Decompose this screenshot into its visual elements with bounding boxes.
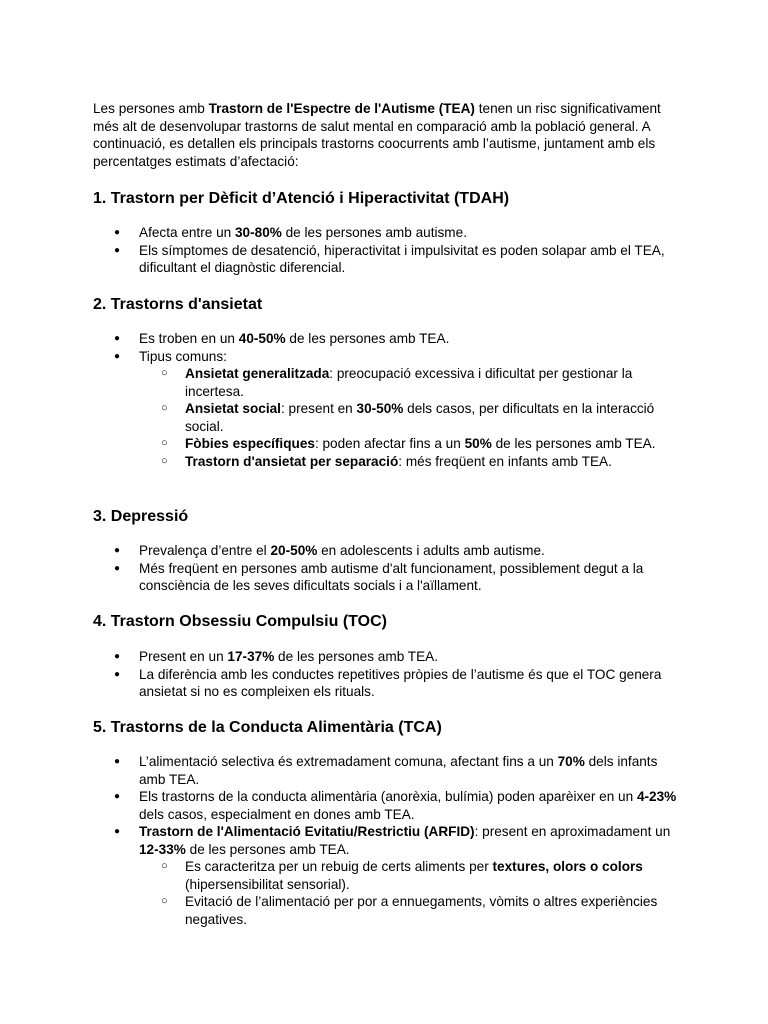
bold-text: 17-37% bbox=[227, 649, 275, 664]
text: Evitació de l’alimentació per por a ennuegaments, vòmits o altres experiències negatives. bbox=[185, 894, 658, 927]
list-item bbox=[93, 242, 683, 277]
text: dels casos, per dificultats en la interacció social. bbox=[185, 401, 655, 434]
bold-text: 20-50% bbox=[270, 543, 318, 558]
text: Els trastorns de la conducta alimentària (anorèxia, bulímia) poden aparèixer en un bbox=[139, 789, 637, 804]
sublist-item bbox=[139, 435, 683, 453]
text: : present en aproximadament un bbox=[474, 824, 671, 839]
text: L’alimentació selectiva és extremadament comuna, afectant fins a un bbox=[139, 754, 558, 769]
bold-text: textures, olors o colors bbox=[492, 859, 643, 874]
bold-text: 50% bbox=[464, 436, 492, 451]
section-5-heading: 5. Trastorns de la Conducta Alimentària (TCA) bbox=[93, 719, 442, 736]
text: Es troben en un bbox=[139, 331, 239, 346]
text: dels casos, especialment en dones amb TEA. bbox=[139, 806, 415, 822]
section-1-list bbox=[93, 224, 683, 277]
text: La diferència amb les conductes repetitives pròpies de l’autisme és que el TOC genera ansietat si no es compleixen els rituals. bbox=[139, 666, 662, 699]
bold-text: 40-50% bbox=[238, 331, 286, 346]
list-item bbox=[93, 542, 683, 560]
text: Tipus comuns: bbox=[139, 348, 227, 364]
section-5-list bbox=[93, 753, 683, 928]
bold-text: Trastorn d'ansietat per separació bbox=[185, 453, 399, 469]
list-item bbox=[93, 788, 683, 823]
list-item bbox=[93, 753, 683, 788]
intro-bold: Trastorn de l'Espectre de l'Autisme (TEA) bbox=[208, 101, 475, 116]
section-2-heading: 2. Trastorns d'ansietat bbox=[93, 296, 263, 313]
section-3-heading: 3. Depressió bbox=[93, 508, 189, 525]
text: : preocupació excessiva i dificultat per gestionar la incertesa. bbox=[185, 366, 633, 399]
text: : present en bbox=[280, 401, 357, 416]
text: Els símptomes de desatenció, hiperactivitat i impulsivitat es poden solapar amb el TEA, dificultant el diagnòstic diferencial. bbox=[139, 242, 665, 275]
section-2-list bbox=[93, 330, 683, 470]
list-item bbox=[93, 823, 683, 928]
intro-paragraph bbox=[93, 100, 683, 170]
bold-text: Ansietat generalitzada bbox=[185, 366, 330, 381]
bold-text: 12-33% bbox=[139, 841, 186, 857]
section-5-sublist bbox=[139, 858, 683, 928]
bold-text: 70% bbox=[557, 754, 585, 769]
text: Prevalença d’entre el bbox=[139, 543, 271, 558]
section-4-heading: 4. Trastorn Obsessiu Compulsiu (TOC) bbox=[93, 613, 387, 630]
bold-text: Ansietat social bbox=[185, 401, 281, 416]
intro-text-2: tenen un risc significativament més alt de desenvolupar trastorns de salut mental en comparació amb la població general. A continuació, es detallen els principals trastorns coocurrents amb l’autisme, juntament amb els percentatges estimats d’afectació: bbox=[93, 101, 661, 169]
section-2-sublist bbox=[139, 365, 683, 470]
section-1-heading: 1. Trastorn per Dèficit d’Atenció i Hiperactivitat (TDAH) bbox=[93, 190, 510, 207]
list-item bbox=[93, 330, 683, 348]
intro-text: Les persones amb bbox=[93, 101, 209, 116]
text: de les persones amb TEA. bbox=[285, 331, 450, 346]
text: en adolescents i adults amb autisme. bbox=[317, 543, 545, 558]
list-item bbox=[93, 224, 683, 242]
text: Present en un bbox=[139, 649, 228, 664]
text: de les persones amb TEA. bbox=[185, 841, 350, 857]
text: de les persones amb TEA. bbox=[491, 436, 656, 451]
bold-text: 30-80% bbox=[234, 225, 282, 240]
text: : més freqüent en infants amb TEA. bbox=[398, 453, 612, 469]
text: : poden afectar fins a un bbox=[314, 436, 465, 451]
bold-text: 30-50% bbox=[356, 401, 404, 416]
text: Afecta entre un bbox=[139, 225, 235, 240]
sublist-item bbox=[139, 453, 683, 471]
sublist-item bbox=[139, 365, 683, 400]
sublist-item bbox=[139, 858, 683, 893]
list-item bbox=[93, 648, 683, 666]
section-3-list bbox=[93, 542, 683, 595]
sublist-item bbox=[139, 400, 683, 435]
text: (hipersensibilitat sensorial). bbox=[185, 876, 350, 892]
text: Més freqüent en persones amb autisme d'alt funcionament, possiblement degut a la consciència de les seves dificultats socials i a l'aïllament. bbox=[139, 560, 644, 593]
section-4-list bbox=[93, 648, 683, 701]
list-item bbox=[93, 666, 683, 701]
bold-text: Trastorn de l'Alimentació Evitatiu/Restrictiu (ARFID) bbox=[139, 824, 475, 839]
text: dels infants amb TEA. bbox=[139, 754, 658, 787]
text: de les persones amb autisme. bbox=[281, 225, 467, 240]
text: Es caracteritza per un rebuig de certs aliments per bbox=[185, 859, 493, 874]
bold-text: Fòbies específiques bbox=[185, 436, 315, 451]
sublist-item bbox=[139, 893, 683, 928]
list-item bbox=[93, 560, 683, 595]
list-item bbox=[93, 348, 683, 471]
bold-text: 4-23% bbox=[636, 789, 677, 804]
text: de les persones amb TEA. bbox=[274, 649, 438, 664]
